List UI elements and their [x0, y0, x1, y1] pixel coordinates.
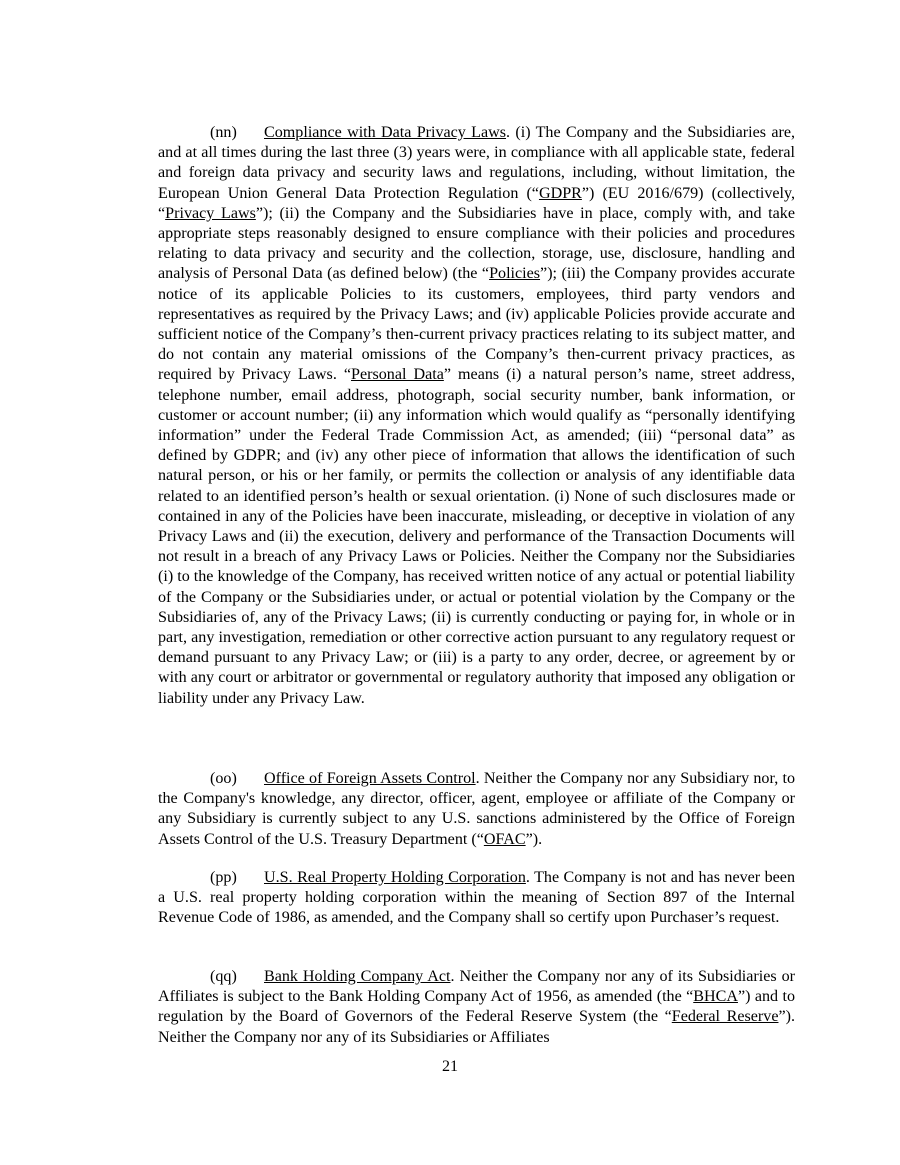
- paragraph-text: ” means (i) a natural person’s name, street address, telephone number, email address, photograph, social security number, bank information, or customer or account number; (ii) any information which would qualify as “personally identifying information” under the Federal Trade Commission Act, as amended; (iii) “personal data” as defined by GDPR; and (iv) any other piece of information that allows the identification of such natural person, or his or her family, or permits the collection or analysis of any identifiable data related to an identified person’s health or sexual orientation. (i) None of such disclosures made or contained in any of the Policies have been inaccurate, misleading, or deceptive in violation of any Privacy Laws and (ii) the execution, delivery and performance of the Transaction Documents will not result in a breach of any Privacy Laws or Policies. Neither the Company nor the Subsidiaries (i) to the knowledge of the Company, has received written notice of any actual or potential liability of the Company or the Subsidiaries under, or actual or potential violation by the Company or the Subsidiaries of, any of the Privacy Laws; (ii) is currently conducting or paying for, in whole or in part, any investigation, remediation or other corrective action pursuant to any regulatory request or demand pursuant to any Privacy Law; or (iii) is a party to any order, decree, or agreement by or with any court or arbitrator or governmental or regulatory authority that imposed any obligation or liability under any Privacy Law.: [158, 366, 796, 707]
- defined-term: OFAC: [483, 830, 526, 848]
- paragraph-text: . The Company is not and has never been a U.S. real property holding corporation within the meaning of Section 897 of the Internal Revenue Code of 1986, as amended, and the Company shall so certify upon Purchaser’s request.: [158, 869, 795, 927]
- section-heading: Bank Holding Company Act: [264, 968, 451, 985]
- paragraph-text: . Neither the Company nor any of its Subsidiaries or Affiliates is subject to the Bank Holding Company Act of 1956, as amended (the “: [158, 968, 795, 1006]
- paragraph-text: ”) and to regulation by the Board of Governors of the Federal Reserve System (the “: [158, 988, 795, 1026]
- paragraph-text: ”) (EU 2016/679) (collectively, “: [158, 184, 796, 222]
- defined-term: GDPR: [538, 184, 582, 202]
- section-heading: Office of Foreign Assets Control: [264, 770, 476, 787]
- paragraph-text: . Neither the Company nor any Subsidiary nor, to the Company's knowledge, any director, officer, agent, employee or affiliate of the Company or any Subsidiary is currently subject to any U.S. sanctions administered by the Office of Foreign Assets Control of the U.S. Treasury Department (“: [158, 770, 795, 848]
- defined-term: Privacy Laws: [165, 204, 256, 222]
- paragraph-number: (nn): [210, 124, 237, 141]
- paragraph-oo: [158, 769, 795, 850]
- paragraph-pp: [158, 868, 795, 929]
- section-heading: Compliance with Data Privacy Laws: [264, 124, 507, 141]
- defined-term: Personal Data: [351, 366, 444, 384]
- paragraph-number: (qq): [210, 968, 237, 985]
- page-number: 21: [441, 1058, 459, 1075]
- paragraph-qq: [158, 967, 795, 1048]
- paragraph-text: ”). Neither the Company nor any of its Subsidiaries or Affiliates: [158, 1008, 796, 1046]
- paragraph-nn: [158, 123, 795, 709]
- paragraph-text: ”); (iii) the Company provides accurate notice of its applicable Policies to its customers, employees, third party vendors and representatives as required by the Privacy Laws; and (iv) applicable Policies provide accurate and sufficient notice of the Company’s then-current privacy practices relating to its subject matter, and do not contain any material omissions of the Company’s then-current privacy practices, as required by Privacy Laws. “: [158, 265, 795, 384]
- paragraph-text: ”).: [525, 830, 543, 848]
- defined-term: BHCA: [693, 988, 738, 1006]
- defined-term: Policies: [489, 265, 541, 283]
- paragraph-text: ”); (ii) the Company and the Subsidiaries have in place, comply with, and take appropriate steps reasonably designed to ensure compliance with their policies and procedures relating to data privacy and security and the collection, storage, use, disclosure, handling and analysis of Personal Data (as defined below) (the “: [158, 204, 795, 283]
- paragraph-number: (oo): [210, 770, 237, 787]
- paragraph-text: . (i) The Company and the Subsidiaries are, and at all times during the last three (3) years were, in compliance with all applicable state, federal and foreign data privacy and security laws and regulations, including, without limitation, the European Union General Data Protection Regulation (“: [158, 124, 795, 202]
- paragraph-number: (pp): [210, 869, 237, 886]
- defined-term: Federal Reserve: [671, 1008, 779, 1026]
- section-heading: U.S. Real Property Holding Corporation: [264, 869, 526, 886]
